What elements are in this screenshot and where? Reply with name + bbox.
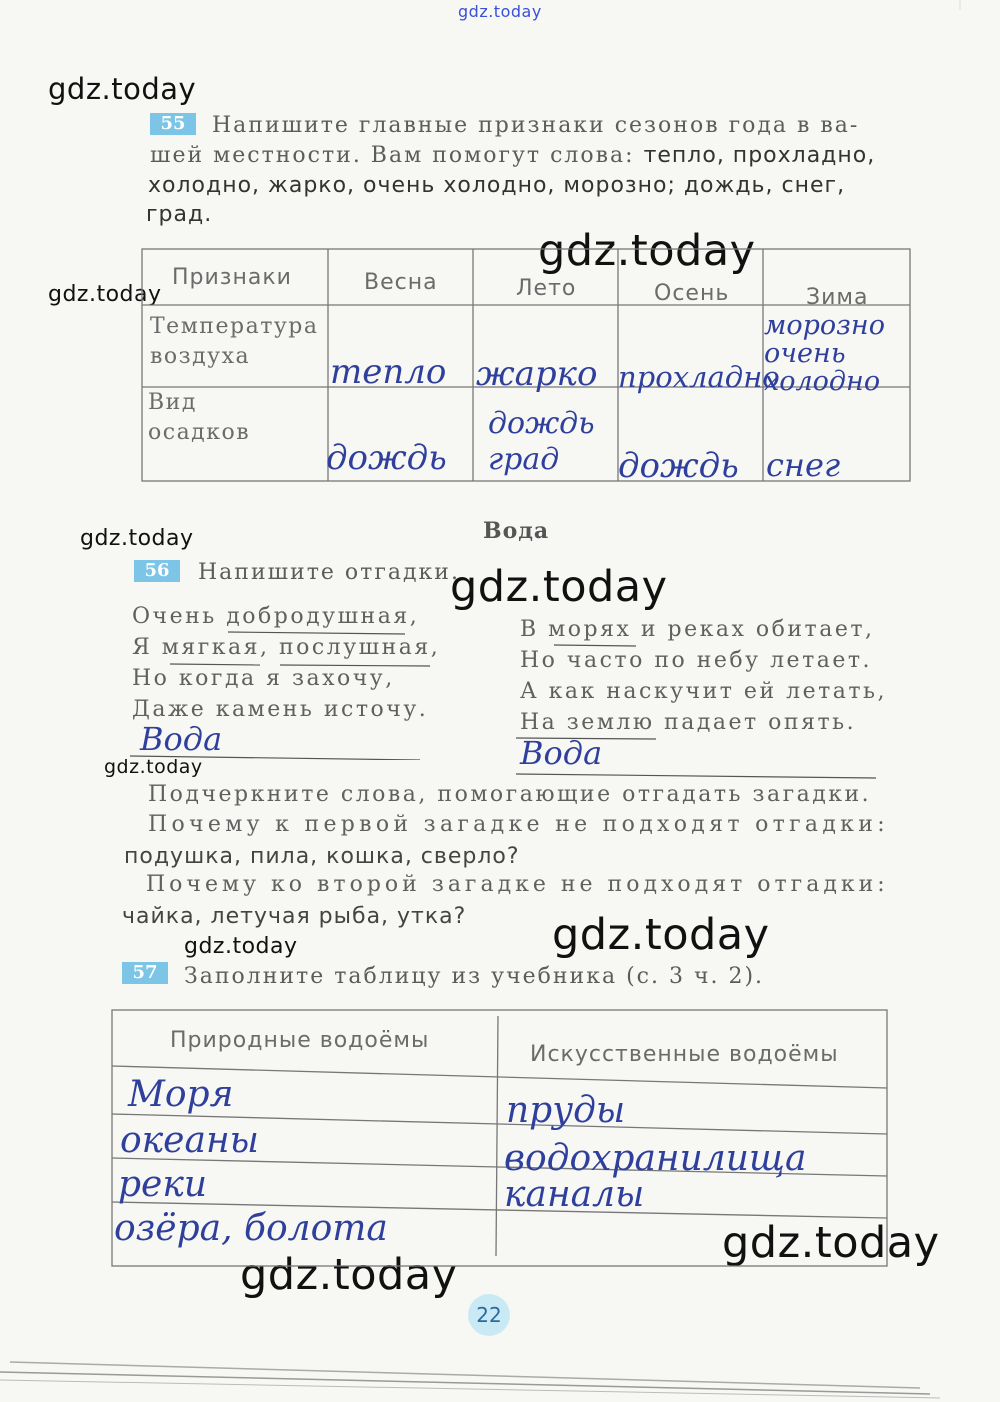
natural-body-1: Моря — [128, 1074, 234, 1115]
table-header-summer: Лето — [516, 276, 577, 301]
exercise-55-line-1: Напишите главные признаки сезонов года в ва- — [212, 113, 860, 138]
riddle-2-line: А как наскучит ей летать, — [520, 679, 888, 704]
watermark: gdz.today — [48, 72, 197, 106]
table-header-winter: Зима — [806, 285, 869, 310]
answer-summer-temp: жарко — [476, 354, 598, 394]
riddle-1-line: Очень добродушная, — [132, 604, 420, 629]
exercise-number-badge: 55 — [150, 113, 196, 135]
watermark: gdz.today — [552, 910, 770, 960]
exercise-56-title: Напишите отгадки. — [198, 560, 460, 585]
answer-winter-temp: морозно очень холодно — [764, 310, 885, 397]
question-first-riddle: Почему к первой загадке не подходят отгадки: — [148, 812, 889, 837]
riddle-2-line: На землю падает опять. — [520, 710, 857, 735]
table-header-artificial: Искусственные водоёмы — [530, 1042, 839, 1067]
answer-autumn-precip: дождь — [618, 446, 739, 486]
exercise-number-badge: 56 — [134, 560, 180, 582]
watermark: gdz.today — [184, 934, 298, 959]
watermark: gdz.today — [722, 1218, 940, 1268]
question-underline: Подчеркните слова, помогающие отгадать загадки. — [148, 782, 872, 807]
riddle-1-line: Я мягкая, послушная, — [132, 635, 441, 660]
watermark: gdz.today — [104, 756, 203, 778]
row-label-precipitation: Вид осадков — [148, 390, 251, 445]
exercise-55-line-4: град. — [146, 202, 213, 227]
watermark-top: gdz.today — [458, 2, 542, 21]
exercise-55-line-3: холодно, жарко, очень холодно, морозно; дождь, снег, — [148, 173, 846, 198]
table-header-natural: Природные водоёмы — [170, 1028, 430, 1053]
exercise-55-line-2: шей местности. Вам помогут слова: тепло, прохладно, — [150, 143, 876, 168]
answer-summer-precip: дождь град — [488, 406, 595, 477]
exercise-57-title: Заполните таблицу из учебника (с. 3 ч. 2). — [184, 964, 765, 989]
watermark: gdz.today — [48, 282, 162, 307]
watermark: gdz.today — [240, 1250, 458, 1300]
riddle-1-line: Но когда я захочу, — [132, 666, 395, 691]
riddle-2-line: Но часто по небу летает. — [520, 648, 873, 673]
watermark: gdz.today — [450, 562, 668, 612]
artificial-body-2: водохранилища — [504, 1138, 807, 1179]
question-second-riddle-options: чайка, летучая рыба, утка? — [122, 904, 467, 929]
watermark: gdz.today — [538, 226, 756, 276]
row-label-temperature: Температура воздуха — [150, 314, 319, 369]
section-title: Вода — [483, 518, 550, 544]
riddle-1-line: Даже камень источу. — [132, 697, 429, 722]
page-number: 22 — [468, 1294, 510, 1336]
answer-winter-precip: снег — [766, 446, 841, 484]
question-second-riddle: Почему ко второй загадке не подходят отгадки: — [146, 872, 889, 897]
natural-body-3: реки — [118, 1164, 208, 1205]
question-first-riddle-options: подушка, пила, кошка, сверло? — [124, 844, 520, 869]
artificial-body-3: каналы — [504, 1174, 645, 1215]
watermark: gdz.today — [80, 526, 194, 551]
riddle-2-line: В морях и реках обитает, — [520, 617, 875, 642]
table-header-spring: Весна — [364, 270, 438, 295]
exercise-number-badge: 57 — [122, 962, 168, 984]
answer-riddle-1: Вода — [140, 720, 223, 758]
answer-riddle-2: Вода — [520, 734, 603, 772]
table-header-autumn: Осень — [654, 281, 730, 306]
answer-spring-temp: тепло — [330, 352, 447, 392]
answer-spring-precip: дождь — [326, 438, 447, 478]
table-header-signs: Признаки — [172, 265, 292, 290]
answer-autumn-temp: прохладно — [618, 360, 780, 394]
natural-body-2: океаны — [120, 1120, 259, 1161]
artificial-body-1: пруды — [506, 1090, 626, 1131]
natural-body-4: озёра, болота — [114, 1208, 388, 1249]
